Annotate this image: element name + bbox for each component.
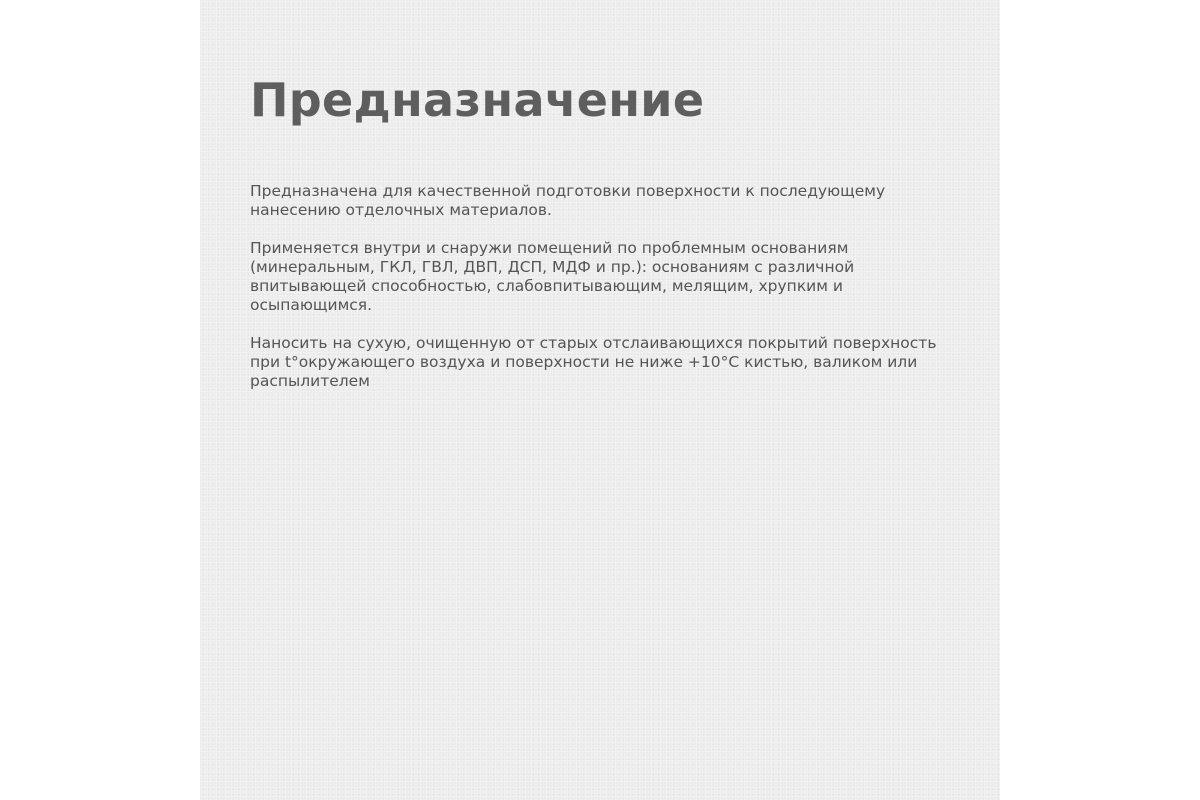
- content-card: [200, 0, 1000, 800]
- text-line: Предназначена для качественной подготовки поверхности к последующему: [250, 182, 886, 200]
- application-area-paragraph: [250, 239, 960, 315]
- text-line: Применяется внутри и снаружи помещений по проблемным основаниям: [250, 239, 849, 257]
- text-line: Наносить на сухую, очищенную от старых отслаивающихся покрытий поверхность: [250, 334, 937, 352]
- text-line: распылителем: [250, 372, 370, 390]
- text-line: впитывающей способностью, слабовпитывающим, мелящим, хрупким и: [250, 277, 843, 295]
- text-line: (минеральным, ГКЛ, ГВЛ, ДВП, ДСП, МДФ и пр.): основаниям с различной: [250, 258, 855, 276]
- text-line: при t°окружающего воздуха и поверхности не ниже +10°С кистью, валиком или: [250, 353, 918, 371]
- text-line: нанесению отделочных материалов.: [250, 201, 552, 219]
- application-method-paragraph: [250, 334, 960, 391]
- description-body: [250, 182, 960, 391]
- purpose-paragraph: [250, 182, 960, 220]
- page-title: Предназначение: [250, 73, 705, 127]
- text-line: осыпающимся.: [250, 296, 373, 314]
